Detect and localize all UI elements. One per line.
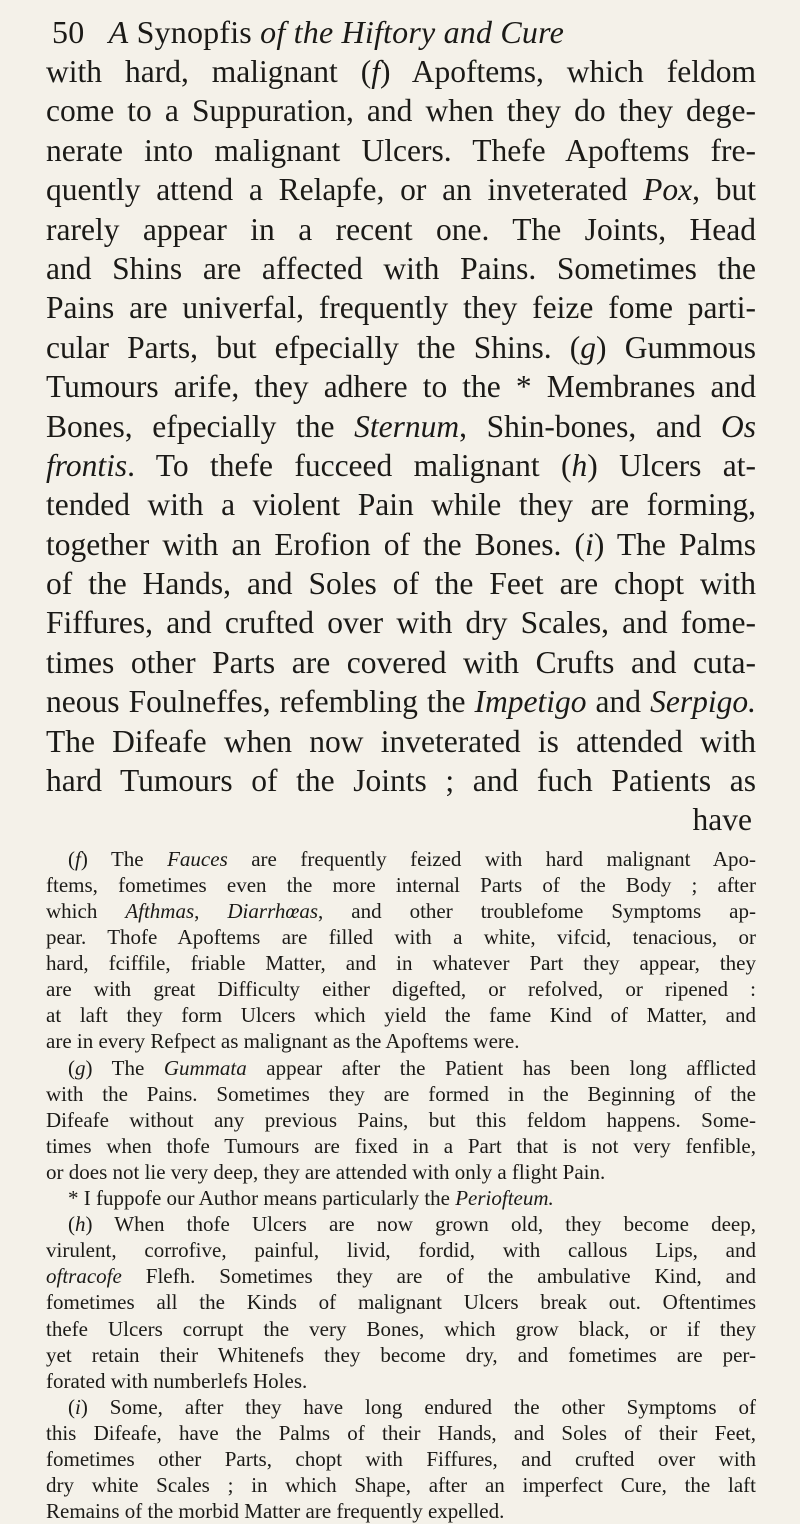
text-run: are with great Difficulty either digefted, or refolved, or ripened : <box>46 977 756 1002</box>
body-text-line <box>46 407 756 446</box>
body-text-line <box>46 249 756 288</box>
footnote-line <box>46 1159 756 1185</box>
text-run: h <box>75 1212 86 1237</box>
text-run: dry white Scales ; in which Shape, after an imperfect Cure, the laft <box>46 1473 756 1498</box>
body-text-line <box>46 328 756 367</box>
footnote-line <box>46 1316 756 1342</box>
footnote-line <box>46 1394 756 1420</box>
text-run: forated with numberlefs Holes. <box>46 1368 308 1393</box>
text-run: are in every Refpect as malignant as the Apoftems were. <box>46 1029 520 1054</box>
footnote-line <box>46 1237 756 1263</box>
body-text-line <box>46 800 756 839</box>
text-run: Afthmas <box>125 899 195 923</box>
body-text-line <box>46 367 756 406</box>
text-run: hard, fciffile, friable Matter, and in whatever Part they appear, they <box>46 951 756 976</box>
footnote-line <box>46 1133 756 1159</box>
text-run: , Shin-bones, and <box>459 408 721 444</box>
body-text-line <box>46 603 756 642</box>
text-run: Remains of the morbid Matter are frequently expelled. <box>46 1499 505 1524</box>
footnote-line <box>46 1289 756 1315</box>
text-run: Impetigo <box>474 684 587 720</box>
header-title-c: of the Hiftory and Cure <box>260 14 565 50</box>
text-run: ( <box>68 1394 75 1419</box>
text-run: Flefh. Sometimes they are of the ambulative Kind, and <box>121 1264 756 1289</box>
body-text-line <box>46 210 756 249</box>
text-run: h <box>571 447 588 483</box>
body-text-line <box>46 131 756 170</box>
main-text <box>46 52 756 840</box>
footnote-line <box>46 976 756 1002</box>
footnote-line <box>46 1342 756 1368</box>
footnote-line <box>46 1055 756 1081</box>
text-run: ) The Palms <box>593 526 756 562</box>
footnote-line <box>46 1263 756 1289</box>
text-run: this Difeafe, have the Palms of their Hands, and Soles of their Feet, <box>46 1420 756 1445</box>
text-run: hard Tumours of the Joints ; and fuch Patients as <box>46 763 756 799</box>
text-run: of the Hands, and Soles of the Feet are chopt with <box>46 566 756 602</box>
text-run: ( <box>68 1212 75 1237</box>
footnote-line <box>46 1185 756 1211</box>
footnote-line <box>46 1081 756 1107</box>
text-run: rarely appear in a recent one. The Joints, Head <box>46 211 756 247</box>
text-run: * I fuppofe our Author means particularly the <box>68 1186 456 1211</box>
body-text-line <box>46 761 756 800</box>
text-run: Difeafe without any previous Pains, but this feldom happens. Some- <box>46 1107 756 1132</box>
text-run: appear after the Patient has been long afflicted <box>246 1055 756 1080</box>
header-title-b: Synopfis <box>136 14 252 50</box>
footnote-line <box>46 1498 756 1524</box>
text-run: ) When thofe Ulcers are now grown old, they become deep, <box>85 1212 756 1237</box>
text-run: with hard, malignant ( <box>46 54 372 89</box>
footnote-line <box>46 1368 756 1394</box>
footnote-line <box>46 846 756 872</box>
text-run: frontis <box>46 447 128 483</box>
text-run: thefe Ulcers corrupt the very Bones, which grow black, or if they <box>46 1316 756 1341</box>
body-text-line <box>46 446 756 485</box>
footnote-line <box>46 1446 756 1472</box>
body-text-line <box>46 564 756 603</box>
text-run: i <box>75 1394 81 1419</box>
text-run: have <box>692 802 752 838</box>
footnote-line <box>46 1107 756 1133</box>
text-run: Fauces <box>167 846 228 871</box>
footnote-line <box>46 1420 756 1446</box>
text-run: yet retain their Whitenefs they become dry, and fometimes are per- <box>46 1342 756 1367</box>
text-run: virulent, corrofive, painful, livid, fordid, with callous Lips, and <box>46 1238 756 1263</box>
text-run: i <box>585 526 594 562</box>
body-text-line <box>46 485 756 524</box>
body-text-line <box>46 52 756 91</box>
text-run: Tumours arife, they adhere to the * Membranes and <box>46 369 756 405</box>
text-run: , and other troublefome Symptoms ap- <box>318 899 756 923</box>
text-run: quently attend a Relapfe, or an inveterated <box>46 172 644 208</box>
body-text-line <box>46 722 756 761</box>
text-run: , <box>194 899 228 923</box>
text-run: Os <box>720 408 756 444</box>
text-run: Periofteum. <box>455 1186 554 1211</box>
text-run: Sternum <box>354 408 460 444</box>
text-run: ) Some, after they have long endured the other Symptoms of <box>80 1394 756 1419</box>
text-run: come to a Suppuration, and when they do they dege- <box>46 93 756 129</box>
text-run: . To thefe fucceed malignant ( <box>127 447 572 483</box>
text-run: and Shins are affected with Pains. Sometimes the <box>46 250 756 286</box>
text-run: Fiffures, and crufted over with dry Scales, and fome- <box>46 605 756 641</box>
header-title-a: A <box>108 14 129 50</box>
footnote-line <box>46 1028 756 1054</box>
text-run: Gummata <box>163 1055 247 1080</box>
running-header <box>52 12 756 52</box>
text-run: ) The <box>80 846 168 871</box>
body-text-line <box>46 643 756 682</box>
text-run: at laft they form Ulcers which yield the fame Kind of Matter, and <box>46 1003 756 1028</box>
text-run: ) The <box>85 1055 164 1080</box>
text-run: fometimes all the Kinds of malignant Ulcers break out. Oftentimes <box>46 1290 756 1315</box>
text-run: fometimes other Parts, chopt with Fiffures, and crufted over with <box>46 1446 756 1471</box>
text-run: times when thofe Tumours are fixed in a Part that is not very fenfible, <box>46 1133 756 1158</box>
body-text-line <box>46 170 756 209</box>
text-run: ( <box>68 846 75 871</box>
text-run: f <box>75 846 81 871</box>
text-run: ( <box>68 1055 75 1080</box>
text-run: f <box>371 54 380 89</box>
text-run: Diarrhœas <box>227 899 319 923</box>
body-text-line <box>46 525 756 564</box>
footnote-line <box>46 1211 756 1237</box>
text-run: g <box>580 329 597 365</box>
footnotes <box>46 846 756 1524</box>
text-run: oftracofe <box>46 1264 122 1289</box>
footnote-line <box>46 872 756 898</box>
footnote-line <box>46 1472 756 1498</box>
footnote-line <box>46 924 756 950</box>
text-run: with the Pains. Sometimes they are formed in the Beginning of the <box>46 1081 756 1106</box>
footnote-line <box>46 1002 756 1028</box>
text-run: or does not lie very deep, they are attended with only a flight Pain. <box>46 1159 606 1184</box>
text-run: Pox <box>643 172 693 208</box>
body-text-line <box>46 91 756 130</box>
text-run: ) Ulcers at- <box>587 447 756 483</box>
text-run: nerate into malignant Ulcers. Thefe Apoftems fre- <box>46 132 756 168</box>
footnote-line <box>46 950 756 976</box>
text-run: neous Foulneffes, refembling the <box>46 684 475 720</box>
text-run: tended with a violent Pain while they are forming, <box>46 487 756 523</box>
body-text-line <box>46 682 756 721</box>
text-run: pear. Thofe Apoftems are filled with a white, vifcid, tenacious, or <box>46 925 756 950</box>
text-run: Pains are univerfal, frequently they feize fome parti- <box>46 290 756 326</box>
text-run: ftems, fometimes even the more internal Parts of the Body ; after <box>46 872 756 897</box>
body-text-line <box>46 288 756 327</box>
page-number: 50 <box>52 14 85 50</box>
text-run: are frequently feized with hard malignant Apo- <box>227 846 756 871</box>
text-run: The Difeafe when now inveterated is attended with <box>46 723 756 759</box>
text-run: together with an Erofion of the Bones. ( <box>46 526 586 562</box>
text-run: times other Parts are covered with Crufts and cuta- <box>46 644 756 680</box>
text-run: and <box>586 684 651 720</box>
text-run: Serpigo. <box>650 684 756 720</box>
text-run: , but <box>692 172 756 208</box>
text-run: ) Gummous <box>596 329 756 365</box>
text-run: Bones, efpecially the <box>46 408 355 444</box>
text-run: which <box>46 899 126 923</box>
footnote-line <box>46 898 756 924</box>
text-run: ) Apoftems, which feldom <box>380 54 756 89</box>
text-run: g <box>75 1055 86 1080</box>
text-run: cular Parts, but efpecially the Shins. ( <box>46 329 581 365</box>
